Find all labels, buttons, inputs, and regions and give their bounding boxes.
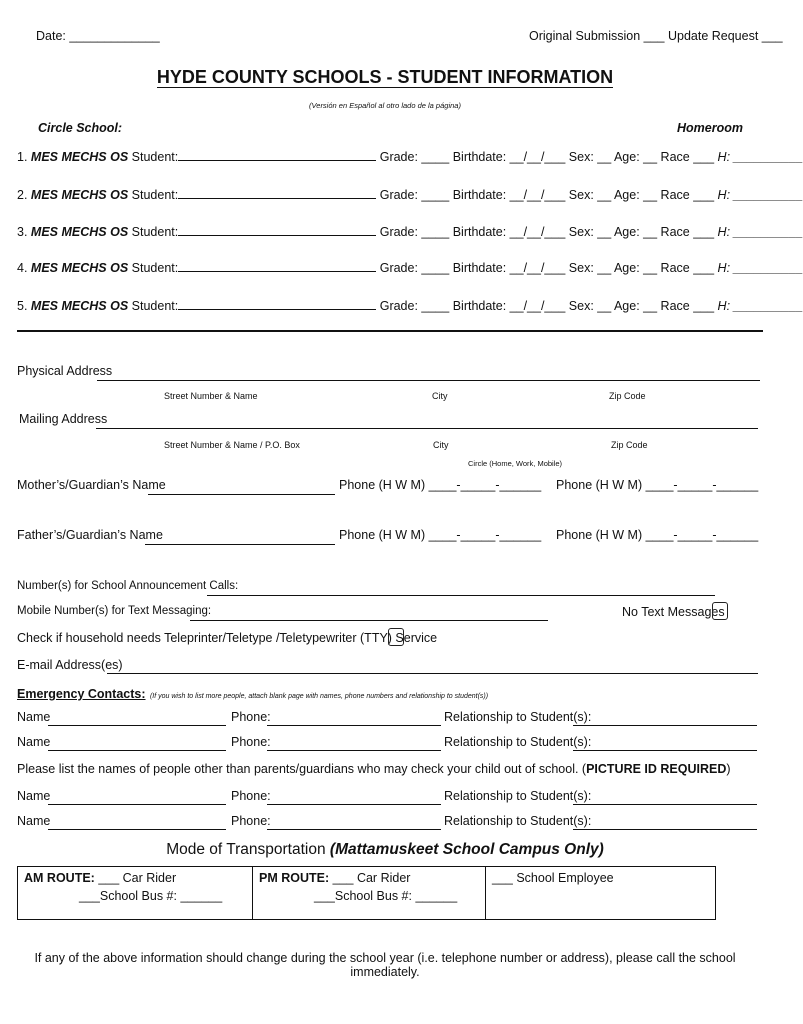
race-field[interactable]: Race ___ [660,188,715,202]
mother-label: Mother’s/Guardian’s Name [17,478,166,492]
submission-type[interactable]: Original Submission ___ Update Request ___ [529,29,783,43]
school-options[interactable]: MES MECHS OS [30,225,129,239]
contact-name-label: Name [17,814,51,828]
age-field[interactable]: Age: __ [613,225,658,239]
student-label: Student: [131,299,179,313]
am-route-label: AM ROUTE: [24,871,95,885]
zip-caption-2: Zip Code [611,440,648,450]
transport-title [0,841,770,859]
contact-phone-label: Phone: [231,710,271,724]
row-number: 4. [17,261,28,275]
email-input[interactable] [107,673,758,674]
contact-phone-input[interactable] [267,725,441,726]
homeroom-field[interactable]: H: __________ [717,299,803,313]
pickup-instructions [17,762,731,776]
transport-title-text: Mode of Transportation [166,841,330,858]
no-text-label: No Text Messages [622,605,725,619]
school-options[interactable]: MES MECHS OS [30,150,129,164]
contact-relationship-label: Relationship to Student(s): [444,789,592,803]
student-name-input[interactable] [178,186,376,199]
emergency-note: (If you wish to list more people, attach blank page with names, phone numbers and relationship to student(s)) [149,693,489,700]
physical-address-input[interactable] [97,380,760,381]
student-name-input[interactable] [178,259,376,272]
mother-phone-1[interactable]: Phone (H W M) ____-_____-______ [339,478,542,492]
am-route-cell[interactable] [18,867,253,920]
father-phone-1[interactable]: Phone (H W M) ____-_____-______ [339,528,542,542]
contact-name-input[interactable] [48,804,226,805]
student-row [17,148,803,164]
contact-relationship-input[interactable] [573,829,757,830]
school-options[interactable]: MES MECHS OS [30,188,129,202]
contact-relationship-input[interactable] [573,804,757,805]
student-label: Student: [131,225,179,239]
picture-id-required: PICTURE ID REQUIRED [586,762,727,776]
announcement-input[interactable] [207,595,715,596]
race-field[interactable]: Race ___ [660,261,715,275]
circle-school-label: Circle School: [38,121,123,135]
row-number: 3. [17,225,28,239]
homeroom-field[interactable]: H: __________ [717,150,803,164]
contact-phone-input[interactable] [267,829,441,830]
race-field[interactable]: Race ___ [660,225,715,239]
contact-phone-input[interactable] [267,804,441,805]
contact-name-label: Name [17,735,51,749]
contact-phone-label: Phone: [231,789,271,803]
sex-field[interactable]: Sex: __ [568,261,612,275]
grade-field[interactable]: Grade: ____ [379,261,450,275]
mobile-input[interactable] [190,620,548,621]
mailing-address-input[interactable] [96,428,758,429]
am-school-bus[interactable]: ___School Bus #: ______ [79,889,223,903]
street-po-caption: Street Number & Name / P.O. Box [164,440,300,450]
homeroom-field[interactable]: H: __________ [717,225,803,239]
contact-name-input[interactable] [48,750,226,751]
row-number: 1. [17,150,28,164]
student-name-input[interactable] [178,297,376,310]
contact-relationship-label: Relationship to Student(s): [444,735,592,749]
city-caption: City [432,391,448,401]
page-title [0,67,770,88]
tty-checkbox[interactable] [388,628,404,646]
announcement-label: Number(s) for School Announcement Calls: [17,580,239,592]
age-field[interactable]: Age: __ [613,150,658,164]
title-text: HYDE COUNTY SCHOOLS - STUDENT INFORMATION [156,67,614,87]
student-label: Student: [131,188,179,202]
contact-name-input[interactable] [48,725,226,726]
homeroom-field[interactable]: H: __________ [717,188,803,202]
school-employee[interactable]: ___ School Employee [492,871,614,885]
mobile-label: Mobile Number(s) for Text Messaging: [17,605,212,617]
emergency-title: Emergency Contacts: [17,687,146,701]
student-name-input[interactable] [178,223,376,236]
contact-name-label: Name [17,789,51,803]
pickup-end: ) [726,762,731,776]
mailing-address-label: Mailing Address [19,412,108,426]
sex-field[interactable]: Sex: __ [568,225,612,239]
father-name-input[interactable] [145,544,335,545]
city-caption-2: City [433,440,449,450]
pm-route-label: PM ROUTE: [259,871,330,885]
contact-relationship-input[interactable] [573,725,757,726]
no-text-checkbox[interactable] [712,602,728,620]
contact-name-label: Name [17,710,51,724]
physical-address-label: Physical Address [17,364,113,378]
race-field[interactable]: Race ___ [660,299,715,313]
mother-name-input[interactable] [148,494,335,495]
student-label: Student: [131,261,179,275]
contact-phone-label: Phone: [231,814,271,828]
emergency-heading [17,685,488,703]
pickup-text: Please list the names of people other than parents/guardians who may check your child out of school. ( [17,762,587,776]
contact-relationship-label: Relationship to Student(s): [444,710,592,724]
section-divider [17,330,763,332]
grade-field[interactable]: Grade: ____ [379,225,450,239]
pm-route-cell[interactable] [253,867,486,920]
birthdate-field[interactable]: Birthdate: __/__/___ [452,225,566,239]
contact-phone-label: Phone: [231,735,271,749]
school-options[interactable]: MES MECHS OS [30,261,129,275]
employee-cell[interactable] [486,867,716,920]
transport-campus-note: (Mattamuskeet School Campus Only) [329,841,604,858]
race-field[interactable]: Race ___ [660,150,715,164]
tty-label: Check if household needs Teleprinter/Teletype /Teletypewriter (TTY) Service [17,631,438,645]
pm-school-bus[interactable]: ___School Bus #: ______ [314,889,458,903]
contact-name-input[interactable] [48,829,226,830]
mother-phone-2[interactable]: Phone (H W M) ____-_____-______ [556,478,759,492]
birthdate-field[interactable]: Birthdate: __/__/___ [452,299,566,313]
contact-relationship-label: Relationship to Student(s): [444,814,592,828]
birthdate-field[interactable]: Birthdate: __/__/___ [452,261,566,275]
grade-field[interactable]: Grade: ____ [379,150,450,164]
date-field[interactable]: Date: _____________ [36,29,160,43]
birthdate-field[interactable]: Birthdate: __/__/___ [452,188,566,202]
contact-phone-input[interactable] [267,750,441,751]
row-number: 2. [17,188,28,202]
birthdate-field[interactable]: Birthdate: __/__/___ [452,150,566,164]
spanish-note: (Versión en Español al otro lado de la página) [309,101,461,110]
homeroom-field[interactable]: H: __________ [717,261,803,275]
student-name-input[interactable] [178,148,376,161]
footer-note: If any of the above information should change during the school year (i.e. telephone number or address), please call the school immediately. [34,951,736,979]
grade-field[interactable]: Grade: ____ [379,188,450,202]
sex-field[interactable]: Sex: __ [568,150,612,164]
circle-phone-note: Circle (Home, Work, Mobile) [468,459,563,468]
age-field[interactable]: Age: __ [613,261,658,275]
age-field[interactable]: Age: __ [613,299,658,313]
am-car-rider[interactable]: ___ Car Rider [98,871,177,885]
student-row [17,297,803,313]
contact-relationship-input[interactable] [573,750,757,751]
email-label: E-mail Address(es) [17,658,123,672]
street-caption: Street Number & Name [164,391,258,401]
student-label: Student: [131,150,179,164]
sex-field[interactable]: Sex: __ [568,299,612,313]
school-options[interactable]: MES MECHS OS [30,299,129,313]
grade-field[interactable]: Grade: ____ [379,299,450,313]
row-number: 5. [17,299,28,313]
homeroom-label: Homeroom [677,121,743,135]
transport-table [17,866,716,920]
sex-field[interactable]: Sex: __ [568,188,612,202]
pm-car-rider[interactable]: ___ Car Rider [332,871,411,885]
student-row [17,259,803,275]
age-field[interactable]: Age: __ [613,188,658,202]
student-row [17,186,803,202]
zip-caption: Zip Code [609,391,646,401]
student-row [17,223,803,239]
father-label: Father’s/Guardian’s Name [17,528,163,542]
father-phone-2[interactable]: Phone (H W M) ____-_____-______ [556,528,759,542]
